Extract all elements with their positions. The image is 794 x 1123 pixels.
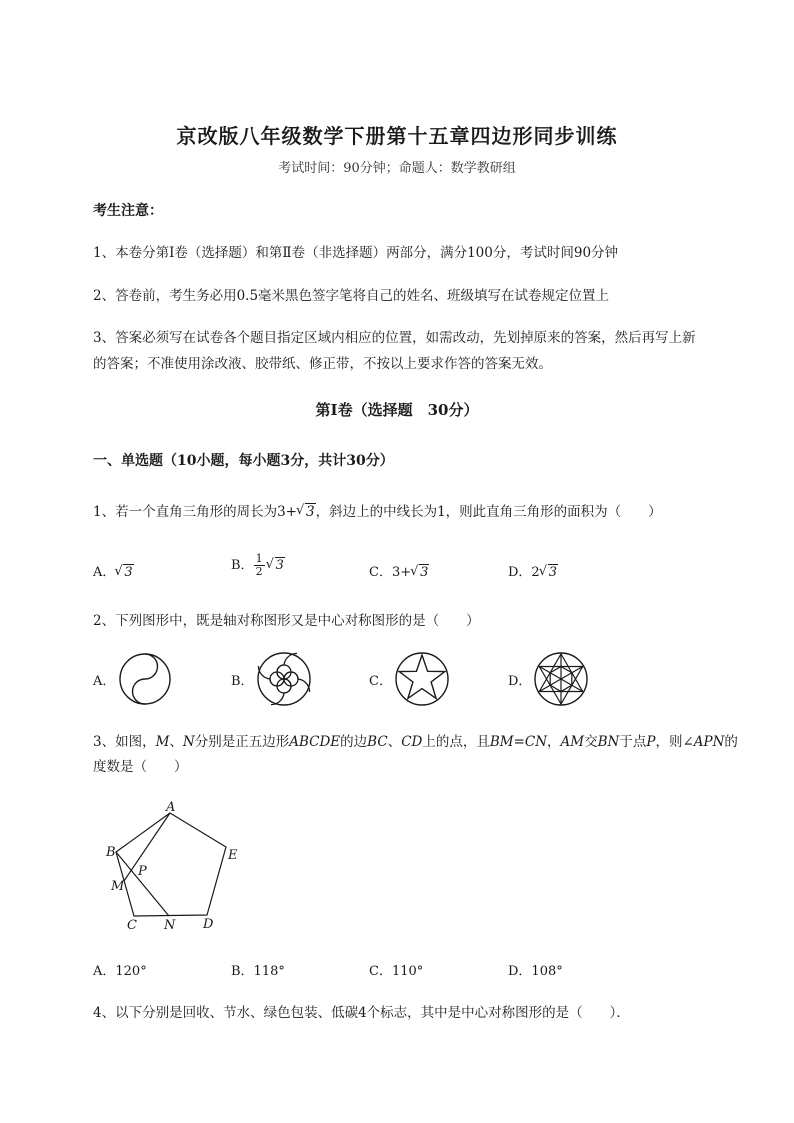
yin-yang-icon[interactable]	[118, 652, 172, 706]
q1-sqrt: √ 3	[297, 504, 316, 520]
label-B: B	[106, 845, 116, 860]
q3-option-c[interactable]: C．110°	[369, 964, 424, 979]
pinwheel-icon[interactable]	[256, 651, 312, 707]
star-in-circle-icon[interactable]	[394, 651, 450, 707]
label-A: A	[166, 800, 176, 815]
q1-option-b[interactable]: B． $\frac{1}{2}$ √ 3	[231, 553, 285, 578]
question-3-cont: 度数是（ ）	[93, 759, 188, 775]
q2-option-b-label[interactable]: B．	[231, 674, 254, 689]
label-E: E	[228, 848, 238, 863]
exam-subtitle: 考试时间：90分钟；命题人：数学教研组	[278, 161, 516, 176]
question-3: 3、如图，M、N分别是正五边形ABCDE的边BC、CD上的点，且BM=CN，AM交BN于点P，则∠APN的	[93, 734, 738, 750]
q1-option-c[interactable]: C．3+√ 3	[369, 561, 429, 580]
label-C: C	[127, 918, 137, 933]
hexagram-in-circle-icon[interactable]	[533, 651, 589, 707]
notice-item-1: 1、本卷分第I卷（选择题）和第Ⅱ卷（非选择题）两部分，满分100分，考试时间90分钟	[93, 245, 619, 261]
q1-option-d[interactable]: D．2√ 3	[508, 561, 558, 580]
q1-option-a[interactable]: A．√ 3	[93, 561, 134, 580]
section-subtitle: 一、单选题（10小题，每小题3分，共计30分）	[93, 453, 394, 469]
q3-option-a[interactable]: A．120°	[93, 964, 147, 979]
section-title: 第I卷（选择题 30分）	[315, 401, 479, 419]
label-P: P	[138, 864, 147, 879]
q3-option-d[interactable]: D．108°	[508, 964, 563, 979]
q2-option-d-label[interactable]: D．	[508, 674, 532, 689]
label-N: N	[164, 918, 176, 933]
pentagon-figure	[100, 795, 250, 935]
page-title: 京改版八年级数学下册第十五章四边形同步训练	[176, 124, 618, 148]
q3-option-b[interactable]: B．118°	[231, 964, 285, 979]
notice-item-3: 3、答案必须写在试卷各个题目指定区域内相应的位置，如需改动，先划掉原来的答案，然后再写上新	[93, 330, 696, 346]
question-1	[93, 500, 662, 520]
q1-text-a: 1、若一个直角三角形的周长为3+	[93, 504, 297, 520]
q1-text-b: ，斜边上的中线长为1，则此直角三角形的面积为（ ）	[315, 504, 662, 520]
question-2: 2、下列图形中，既是轴对称图形又是中心对称图形的是（ ）	[93, 613, 480, 629]
label-M: M	[111, 879, 125, 894]
q2-option-c-label[interactable]: C．	[369, 674, 392, 689]
notice-heading: 考生注意：	[93, 203, 163, 219]
label-D: D	[203, 917, 214, 932]
notice-item-3-cont: 的答案；不准使用涂改液、胶带纸、修正带，不按以上要求作答的答案无效。	[93, 356, 552, 372]
question-4: 4、以下分别是回收、节水、绿色包装、低碳4个标志，其中是中心对称图形的是（ ）．	[93, 1005, 630, 1021]
q2-option-a-label[interactable]: A．	[93, 674, 116, 689]
notice-item-2: 2、答卷前，考生务必用0.5毫米黑色签字笔将自己的姓名、班级填写在试卷规定位置上	[93, 288, 610, 304]
